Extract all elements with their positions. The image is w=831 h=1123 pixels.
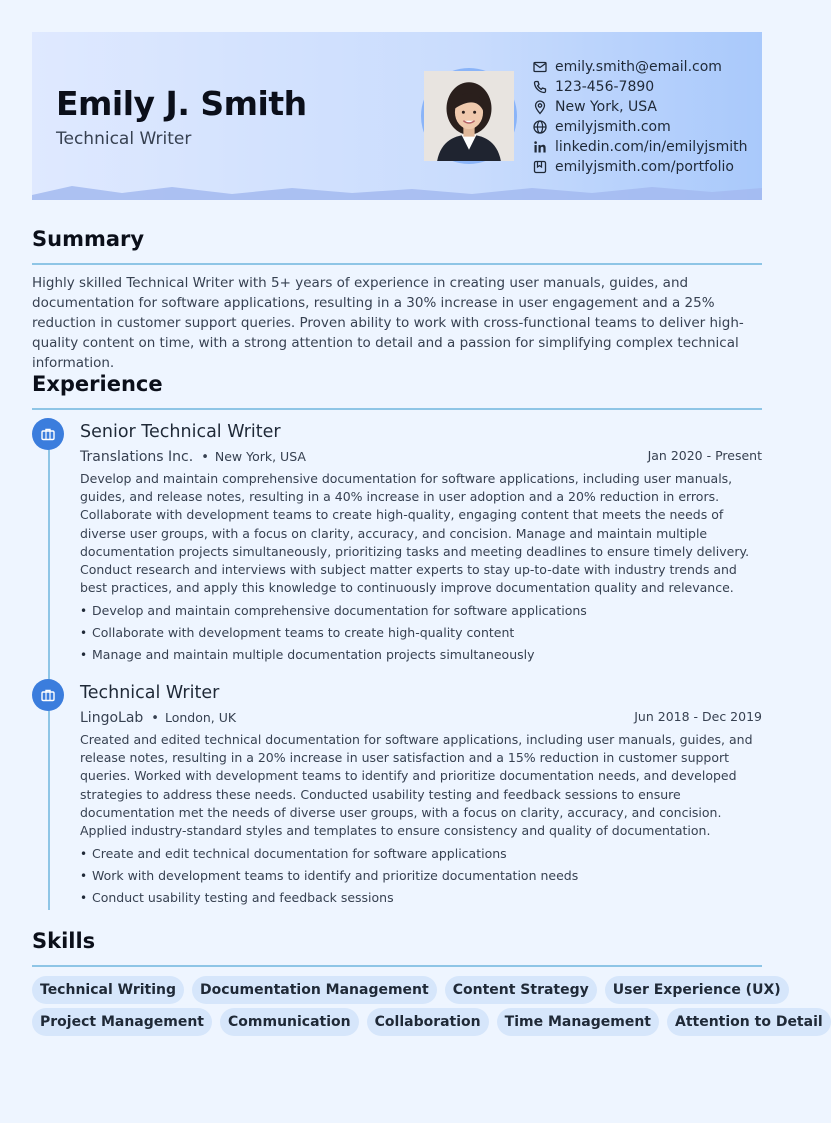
job-bullets <box>80 843 762 909</box>
skill-chip: Technical Writing <box>32 976 184 1004</box>
meta-separator: • <box>201 450 209 465</box>
contact-portfolio[interactable] <box>532 157 760 177</box>
contact-linkedin[interactable] <box>532 137 760 157</box>
skill-chip: Communication <box>220 1008 359 1036</box>
briefcase-icon <box>40 426 56 442</box>
header-banner <box>32 32 762 200</box>
header-wave-decoration <box>32 182 762 200</box>
job-bullet: • Manage and maintain multiple documentation projects simultaneously <box>80 644 762 666</box>
contact-email[interactable] <box>532 57 760 77</box>
job-description: Created and edited technical documentation for software applications, including user manuals, guides, and release notes, resulting in a 20% increase in user satisfaction and a 15% reduction in customer support queries. Worked with development teams to identify and prioritize documentation needs, and developed strategies to address these needs. Conducted usability testing and feedback sessions to ensure documentation met the needs of diverse user groups, with a focus on clarity, accuracy, and concision. Applied industry-standard styles and templates to ensure consistency and quality of documentation. <box>80 732 753 839</box>
linkedin-icon <box>532 139 548 155</box>
globe-icon <box>532 119 548 135</box>
job-dates: Jan 2020 - Present <box>647 448 762 463</box>
job-dates: Jun 2018 - Dec 2019 <box>634 709 762 724</box>
portfolio-icon <box>532 159 548 175</box>
contact-website[interactable] <box>532 117 760 137</box>
contact-email-text: emily.smith@email.com <box>555 59 722 75</box>
mail-icon <box>532 59 548 75</box>
job-badge <box>32 679 64 711</box>
job-role: Technical Writer <box>56 129 192 149</box>
job-bullets <box>80 600 762 666</box>
contact-phone-text: 123-456-7890 <box>555 79 655 95</box>
job-bullet: • Conduct usability testing and feedback sessions <box>80 887 762 909</box>
skills-heading: Skills <box>32 929 96 953</box>
summary-heading: Summary <box>32 227 145 251</box>
full-name: Emily J. Smith <box>56 84 307 123</box>
job-meta <box>80 446 762 466</box>
contact-website-text: emilyjsmith.com <box>555 119 671 135</box>
experience-divider <box>32 408 762 410</box>
contact-linkedin-text: linkedin.com/in/emilyjsmith <box>555 139 748 155</box>
company-name: Translations Inc. <box>80 449 194 465</box>
skill-row <box>32 1008 823 1036</box>
timeline-line <box>48 420 50 910</box>
job-title: Senior Technical Writer <box>80 422 281 442</box>
skill-chip: Time Management <box>497 1008 659 1036</box>
summary-divider <box>32 263 762 265</box>
experience-item <box>80 420 762 666</box>
job-bullet: • Collaborate with development teams to create high-quality content <box>80 622 762 644</box>
job-description: Develop and maintain comprehensive documentation for software applications, including user manuals, guides, and release notes, resulting in a 40% increase in user adoption and a 20% reduction in errors. Collaborate with development teams to create high-quality, engaging content that meets the needs of diverse user groups, with a focus on clarity, accuracy, and concision. Manage and maintain multiple documentation projects simultaneously, prioritizing tasks and meeting deadlines to ensure timely delivery. Conduct research and interviews with subject matter experts to stay up-to-date with industry trends and best practices, and apply this knowledge to continuously improve documentation quality and relevance. <box>80 471 750 596</box>
skill-chip: Attention to Detail <box>667 1008 831 1036</box>
meta-separator: • <box>151 711 159 726</box>
briefcase-icon <box>40 687 56 703</box>
experience-item <box>80 681 762 909</box>
job-bullet: • Work with development teams to identify and prioritize documentation needs <box>80 865 762 887</box>
contact-location <box>532 97 760 117</box>
profile-photo-icon <box>424 71 514 161</box>
skills-divider <box>32 965 762 967</box>
job-title: Technical Writer <box>80 683 220 703</box>
job-meta <box>80 707 762 727</box>
job-location: London, UK <box>164 710 237 725</box>
contact-list <box>532 57 760 177</box>
experience-heading: Experience <box>32 372 163 396</box>
contact-location-text: New York, USA <box>555 99 657 115</box>
skill-chip: User Experience (UX) <box>605 976 789 1004</box>
skills-list <box>32 976 823 1040</box>
company-name: LingoLab <box>80 710 144 726</box>
contact-phone[interactable] <box>532 77 760 97</box>
skill-chip: Collaboration <box>367 1008 489 1036</box>
job-bullet: • Create and edit technical documentation for software applications <box>80 843 762 865</box>
avatar <box>421 68 517 164</box>
job-badge <box>32 418 64 450</box>
summary-text: Highly skilled Technical Writer with 5+ years of experience in creating user manuals, guides, and documentation for software applications, resulting in a 30% increase in user engagement and a 25% reduction in customer support queries. Proven ability to work with cross-functional teams to deliver high-quality content on time, with a strong attention to detail and a passion for simplifying complex technical information. <box>32 275 744 371</box>
job-bullet: • Develop and maintain comprehensive documentation for software applications <box>80 600 762 622</box>
skill-chip: Documentation Management <box>192 976 437 1004</box>
phone-icon <box>532 79 548 95</box>
skill-row <box>32 976 781 1004</box>
contact-portfolio-text: emilyjsmith.com/portfolio <box>555 159 734 175</box>
skill-chip: Project Management <box>32 1008 212 1036</box>
job-location: New York, USA <box>214 449 306 464</box>
location-pin-icon <box>532 99 548 115</box>
skill-chip: Content Strategy <box>445 976 597 1004</box>
